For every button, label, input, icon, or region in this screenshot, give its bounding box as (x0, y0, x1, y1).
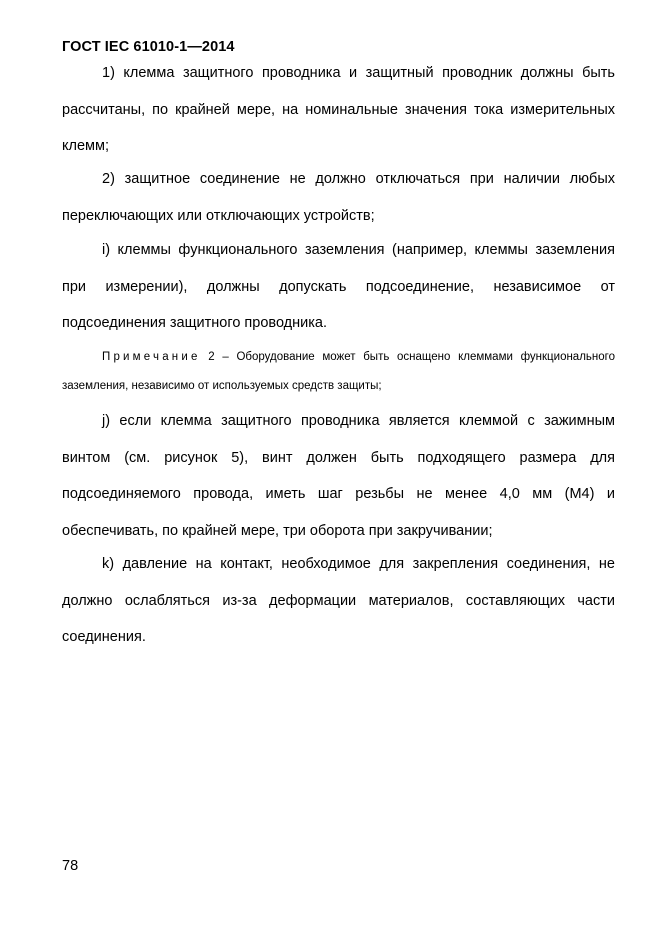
paragraph-item-2: 2) защитное соединение не должно отключаться при наличии любых переключающих или отключающих устройств; (62, 171, 615, 224)
document-header: ГОСТ IEC 61010-1—2014 (62, 39, 235, 55)
paragraph-item-j: j) если клемма защитного проводника является клеммой с зажимным винтом (см. рисунок 5), винт должен быть подходящего размера для подсоединяемого провода, иметь шаг резьбы не менее 4,0 мм (М4) и обеспечивать, по крайней мере, три оборота при закручивании; (62, 413, 615, 539)
note-label: Примечание (102, 351, 201, 363)
page-number: 78 (62, 858, 79, 874)
note-paragraph (62, 343, 615, 401)
note-text: 2 – Оборудование может быть оснащено клеммами функционального заземления, независимо от используемых средств защиты; (62, 351, 615, 392)
paragraph-item-i: i) клеммы функционального заземления (например, клеммы заземления при измерении), должны допускать подсоединение, независимое от подсоединения защитного проводника. (62, 242, 615, 331)
paragraph-item-1: 1) клемма защитного проводника и защитный проводник должны быть рассчитаны, по крайней мере, на номинальные значения тока измерительных клемм; (62, 65, 615, 154)
paragraph-item-k: k) давление на контакт, необходимое для закрепления соединения, не должно ослабляться из-за деформации материалов, составляющих части соединения. (62, 556, 615, 645)
